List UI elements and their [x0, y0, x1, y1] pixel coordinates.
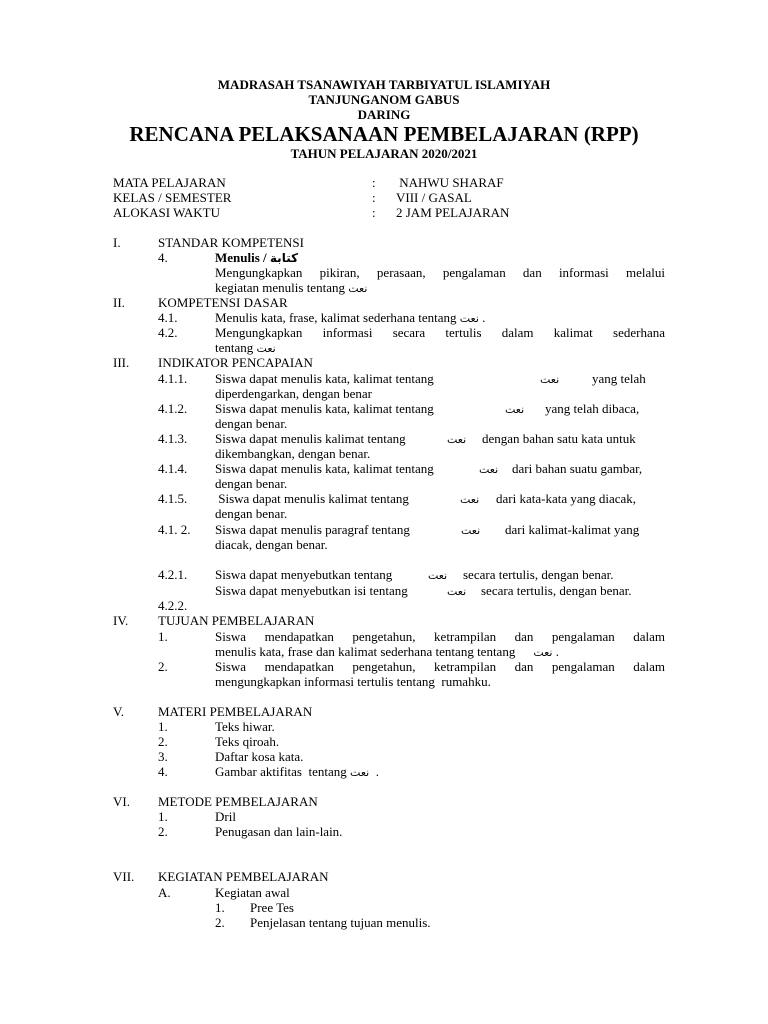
item-text: dari bahan suatu gambar, [512, 461, 643, 476]
item-text: dengan benar. [215, 476, 288, 491]
item-number: 4.1.1. [158, 371, 188, 386]
item-text: Siswa dapat menulis paragraf tentang [215, 522, 410, 537]
arabic-text: نعت [256, 342, 276, 355]
item-number: 2. [158, 824, 168, 839]
section-title: TUJUAN PEMBELAJARAN [158, 613, 315, 628]
item-text: Siswa dapat menulis kata, kalimat tentang [215, 401, 434, 416]
arabic-text: نعت [350, 766, 370, 779]
info-label-class: KELAS / SEMESTER [113, 190, 232, 205]
info-label-time: ALOKASI WAKTU [113, 205, 221, 220]
arabic-text: نعت [479, 463, 499, 476]
item-number: A. [158, 885, 171, 900]
item-text: Menulis kata, frase, kalimat sederhana tentang نعت . [215, 310, 486, 325]
item-text: Siswa dapat menyebutkan isi tentang [215, 583, 408, 598]
section-title: KEGIATAN PEMBELAJARAN [158, 869, 329, 884]
section-number: V. [113, 704, 124, 719]
info-colon: : [372, 175, 376, 190]
info-value-time: 2 JAM PELAJARAN [396, 205, 510, 220]
item-text: Mengungkapkan informasi secara tertulis dalam kalimat sederhana [215, 325, 665, 340]
document-title: RENCANA PELAKSANAAN PEMBELAJARAN (RPP) [129, 122, 639, 146]
arabic-text: نعت [428, 569, 448, 582]
item-text: Teks qiroah. [215, 734, 280, 749]
arabic-text: نعت [540, 373, 560, 386]
item-text: diperdengarkan, dengan benar [215, 386, 373, 401]
section-number: I. [113, 235, 121, 250]
info-colon: : [372, 190, 376, 205]
item-number: 2. [158, 659, 168, 674]
item-text: Siswa dapat menulis kalimat tentang [215, 431, 406, 446]
item-number: 1. [158, 629, 168, 644]
item-text: dengan benar. [215, 506, 288, 521]
item-number: 4.1.5. [158, 491, 188, 506]
item-text: Dril [215, 809, 236, 824]
section-title: INDIKATOR PENCAPAIAN [158, 355, 313, 370]
item-number: 4.1. [158, 310, 178, 325]
item-number: 4.1. 2. [158, 522, 191, 537]
item-text: Penugasan dan lain-lain. [215, 824, 343, 839]
item-text: yang telah dibaca, [545, 401, 640, 416]
item-number: 3. [158, 749, 168, 764]
section-number: IV. [113, 613, 129, 628]
item-number: 1. [158, 809, 168, 824]
item-text: secara tertulis, dengan benar. [463, 567, 614, 582]
arabic-text: كتابة [269, 251, 299, 265]
section-number: III. [113, 355, 130, 370]
info-colon: : [372, 205, 376, 220]
arabic-text: نعت [447, 585, 467, 598]
item-number: 2. [215, 915, 225, 930]
item-text: dari kalimat-kalimat yang [505, 522, 640, 537]
info-label-subject: MATA PELAJARAN [113, 175, 226, 190]
section-number: VII. [113, 869, 135, 884]
item-text: Siswa dapat menulis kalimat tentang [215, 491, 409, 506]
info-value-subject: NAHWU SHARAF [396, 175, 504, 190]
item-text: Siswa dapat menyebutkan tentang [215, 567, 393, 582]
item-number: 4.1.2. [158, 401, 188, 416]
item-number: 2. [158, 734, 168, 749]
item-number: 4.2.1. [158, 567, 188, 582]
item-text: Penjelasan tentang tujuan menulis. [250, 915, 431, 930]
item-number: 4. [158, 250, 168, 265]
item-number: 4. [158, 764, 168, 779]
item-number: 4.2. [158, 325, 178, 340]
item-text: Daftar kosa kata. [215, 749, 304, 764]
arabic-text: نعت [505, 403, 525, 416]
section-title: STANDAR KOMPETENSI [158, 235, 304, 250]
school-name: MADRASAH TSANAWIYAH TARBIYATUL ISLAMIYAH [217, 77, 551, 92]
item-text: Mengungkapkan pikiran, perasaan, pengalaman dan informasi melalui [215, 265, 665, 280]
item-number: 4.2.2. [158, 598, 188, 613]
item-text: mengungkapkan informasi tertulis tentang rumahku. [215, 674, 491, 689]
academic-year: TAHUN PELAJARAN 2020/2021 [290, 146, 478, 161]
item-text: Teks hiwar. [215, 719, 275, 734]
arabic-text: نعت [348, 282, 368, 295]
arabic-text: نعت [533, 646, 553, 659]
section-title: KOMPETENSI DASAR [158, 295, 288, 310]
item-text: dikembangkan, dengan benar. [215, 446, 371, 461]
item-text: Gambar aktifitas tentang نعت . [215, 764, 379, 779]
item-text: Siswa dapat menulis kata, kalimat tentang [215, 461, 434, 476]
item-number: 4.1.3. [158, 431, 188, 446]
item-number: 1. [158, 719, 168, 734]
arabic-text: نعت [459, 312, 479, 325]
item-number: 4.1.4. [158, 461, 188, 476]
section-number: II. [113, 295, 125, 310]
arabic-text: نعت [447, 433, 467, 446]
item-text: yang telah [592, 371, 646, 386]
item-text: secara tertulis, dengan benar. [481, 583, 632, 598]
school-location: TANJUNGANOM GABUS [308, 92, 460, 107]
section-number: VI. [113, 794, 130, 809]
item-text: dengan benar. [215, 416, 288, 431]
item-text: kegiatan menulis tentang نعت [215, 280, 368, 295]
mode-label: DARING [357, 107, 411, 122]
item-text: dari kata-kata yang diacak, [496, 491, 637, 506]
item-text: dengan bahan satu kata untuk [482, 431, 636, 446]
item-text: Siswa mendapatkan pengetahun, ketrampilan dan pengalaman dalam [215, 659, 665, 674]
section-title: MATERI PEMBELAJARAN [158, 704, 313, 719]
info-value-class: VIII / GASAL [396, 190, 472, 205]
item-text: Siswa mendapatkan pengetahun, ketrampilan dan pengalaman dalam [215, 629, 665, 644]
item-text: Kegiatan awal [215, 885, 290, 900]
item-text: diacak, dengan benar. [215, 537, 328, 552]
arabic-text: نعت [460, 493, 480, 506]
item-text: Pree Tes [250, 900, 294, 915]
section-title: METODE PEMBELAJARAN [158, 794, 318, 809]
item-number: 1. [215, 900, 225, 915]
item-text: tentang نعت [215, 340, 276, 355]
item-text: Siswa dapat menulis kata, kalimat tentang [215, 371, 434, 386]
item-text: Menulis / كتابة [215, 250, 299, 265]
item-text: menulis kata, frase dan kalimat sederhana tentang tentang نعت . [215, 644, 559, 659]
arabic-text: نعت [461, 524, 481, 537]
